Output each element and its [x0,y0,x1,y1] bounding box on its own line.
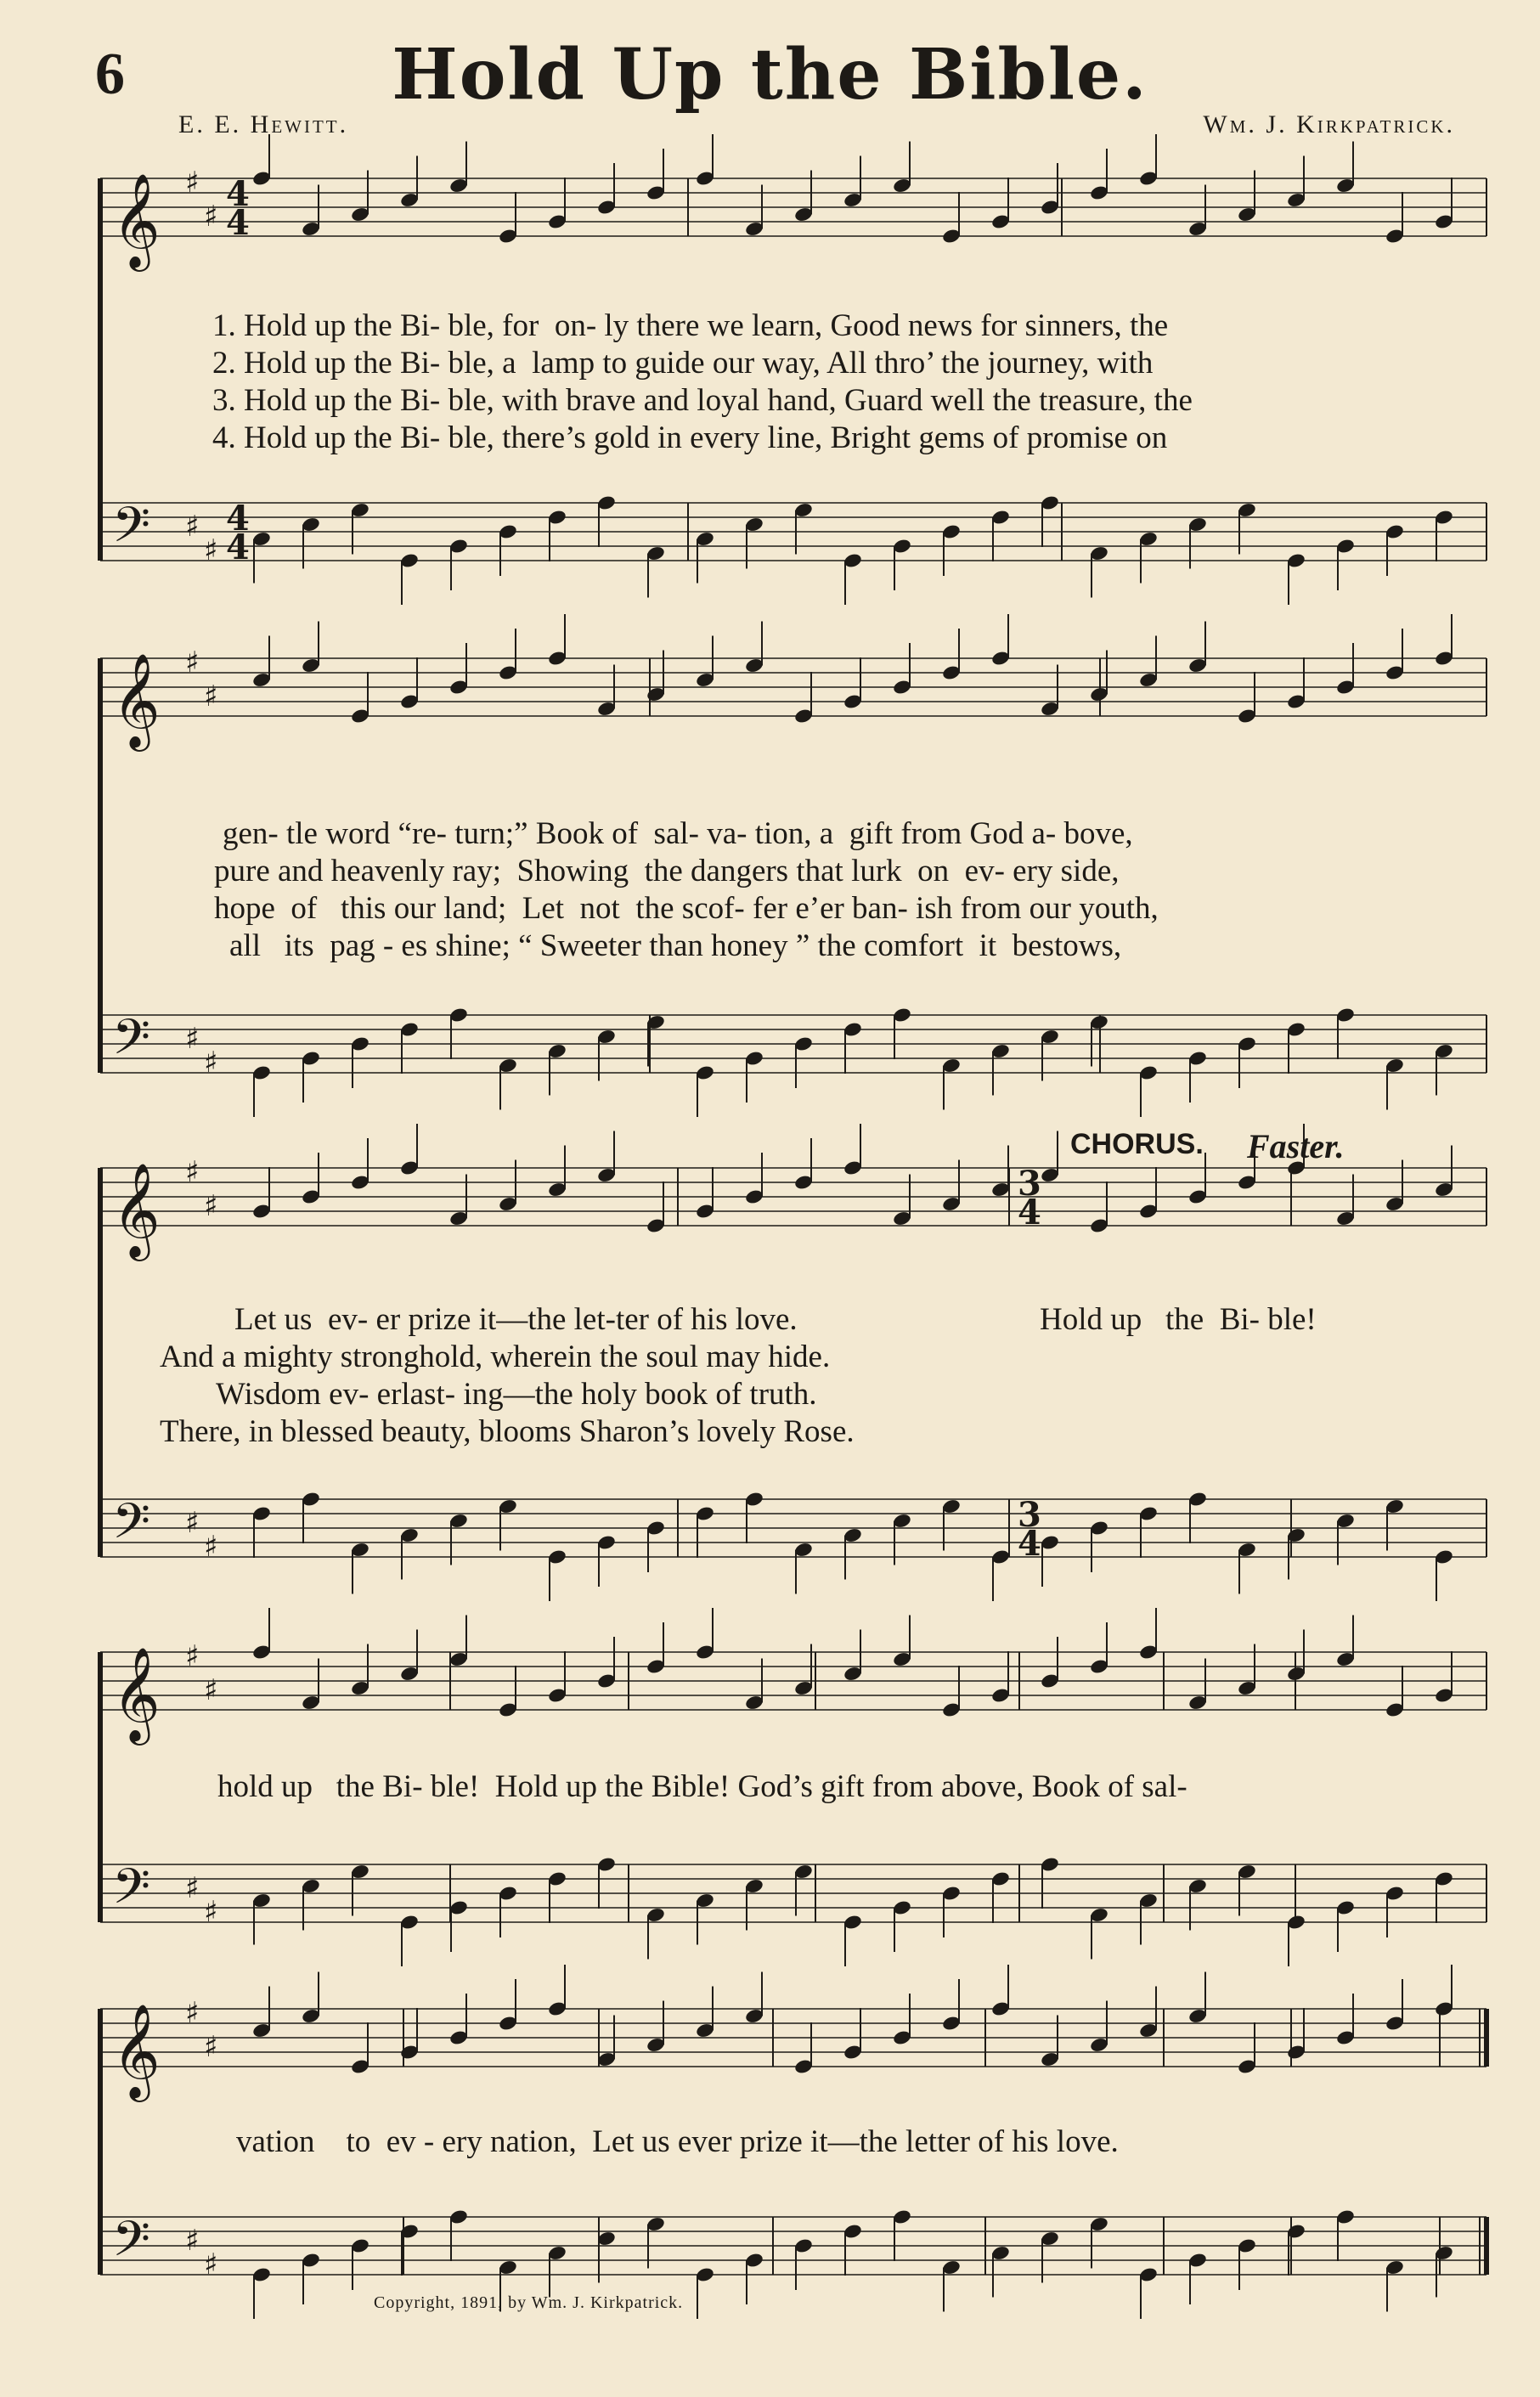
composer-credit: Wm. J. Kirkpatrick. [1203,110,1455,138]
sharp-icon: ♯ [185,510,200,544]
lyric-verse-2-line-1: 2. Hold up the Bi- ble, a lamp to guide our way, All thro’ the journey, with [212,346,1154,381]
lyric-verse-2-line-2: pure and heavenly ray; Showing the dangers that lurk on ev- ery side, [214,854,1120,888]
sharp-icon: ♯ [185,1871,200,1905]
sharp-icon: ♯ [204,2248,218,2281]
sharp-icon: ♯ [204,1673,218,1707]
lyric-verse-3-line-2: hope of this our land; Let not the scof- fer e’er ban- ish from our youth, [214,891,1159,926]
sharp-icon: ♯ [204,680,218,713]
sharp-icon: ♯ [185,1996,200,2030]
time-signature-denominator: 4 [226,203,250,243]
treble-clef-icon: 𝄞 [112,1162,161,1257]
bass-clef-icon: 𝄢 [112,496,151,566]
page-number: 6 [95,42,125,107]
sharp-icon: ♯ [185,166,200,200]
bass-clef-icon: 𝄢 [112,1858,151,1927]
lyric-chorus-line-2: hold up the Bi- ble! Hold up the Bible! God’s gift from above, Book of sal- [217,1769,1187,1804]
lyric-verse-4-line-3: There, in blessed beauty, blooms Sharon’s lovely Rose. [160,1414,855,1449]
bass-clef-icon: 𝄢 [112,1492,151,1562]
sharp-icon: ♯ [204,200,218,234]
sharp-icon: ♯ [185,1155,200,1189]
treble-clef-icon: 𝄞 [112,172,161,268]
sharp-icon: ♯ [204,533,218,567]
time-signature-numerator: 4 [226,174,250,214]
time-signature-denominator: 4 [1018,1193,1041,1232]
time-signature-denominator: 4 [226,527,250,567]
sharp-icon: ♯ [185,646,200,680]
sharp-icon: ♯ [204,1189,218,1223]
time-signature-numerator: 4 [226,499,250,539]
sharp-icon: ♯ [204,1046,218,1080]
hymn-title: Hold Up the Bible. [392,34,1148,116]
sharp-icon: ♯ [204,2030,218,2064]
tempo-marking: Faster. [1247,1127,1345,1165]
sharp-icon: ♯ [185,1506,200,1540]
treble-clef-icon: 𝄞 [112,1646,161,1741]
lyric-verse-3-line-1: 3. Hold up the Bi- ble, with brave and loyal hand, Guard well the treasure, the [212,383,1193,418]
lyricist-credit: E. E. Hewitt. [178,110,349,138]
lyric-verse-2-line-3: And a mighty stronghold, wherein the soul may hide. [160,1340,831,1374]
lyric-chorus-line-1: Hold up the Bi- ble! [1040,1302,1317,1337]
sharp-icon: ♯ [204,1895,218,1929]
lyric-chorus-line-3: vation to ev - ery nation, Let us ever prize it—the letter of his love. [236,2124,1119,2159]
lyric-verse-4-line-2: all its pag - es shine; “ Sweeter than honey ” the comfort it bestows, [229,928,1122,963]
lyric-verse-1-line-3: Let us ev- er prize it—the let-ter of his love. [234,1302,798,1337]
lyric-verse-1-line-2: gen- tle word “re- turn;” Book of sal- va- tion, a gift from God a- bove, [223,816,1133,851]
sharp-icon: ♯ [185,1639,200,1673]
copyright-notice: Copyright, 1891, by Wm. J. Kirkpatrick. [374,2293,684,2312]
time-signature-numerator: 3 [1018,1495,1041,1535]
sharp-icon: ♯ [185,2224,200,2258]
time-signature-numerator: 3 [1018,1164,1041,1204]
bass-clef-icon: 𝄢 [112,1008,151,1078]
treble-clef-icon: 𝄞 [112,652,161,747]
chorus-label: CHORUS. [1070,1128,1204,1160]
time-signature-denominator: 4 [1018,1524,1041,1564]
lyric-verse-3-line-3: Wisdom ev- erlast- ing—the holy book of truth. [216,1377,817,1412]
lyric-verse-4-line-1: 4. Hold up the Bi- ble, there’s gold in every line, Bright gems of promise on [212,420,1168,455]
sharp-icon: ♯ [204,1530,218,1564]
sharp-icon: ♯ [185,1022,200,1056]
bass-clef-icon: 𝄢 [112,2210,151,2280]
lyric-verse-1-line-1: 1. Hold up the Bi- ble, for on- ly there we learn, Good news for sinners, the [212,308,1169,343]
treble-clef-icon: 𝄞 [112,2003,161,2098]
